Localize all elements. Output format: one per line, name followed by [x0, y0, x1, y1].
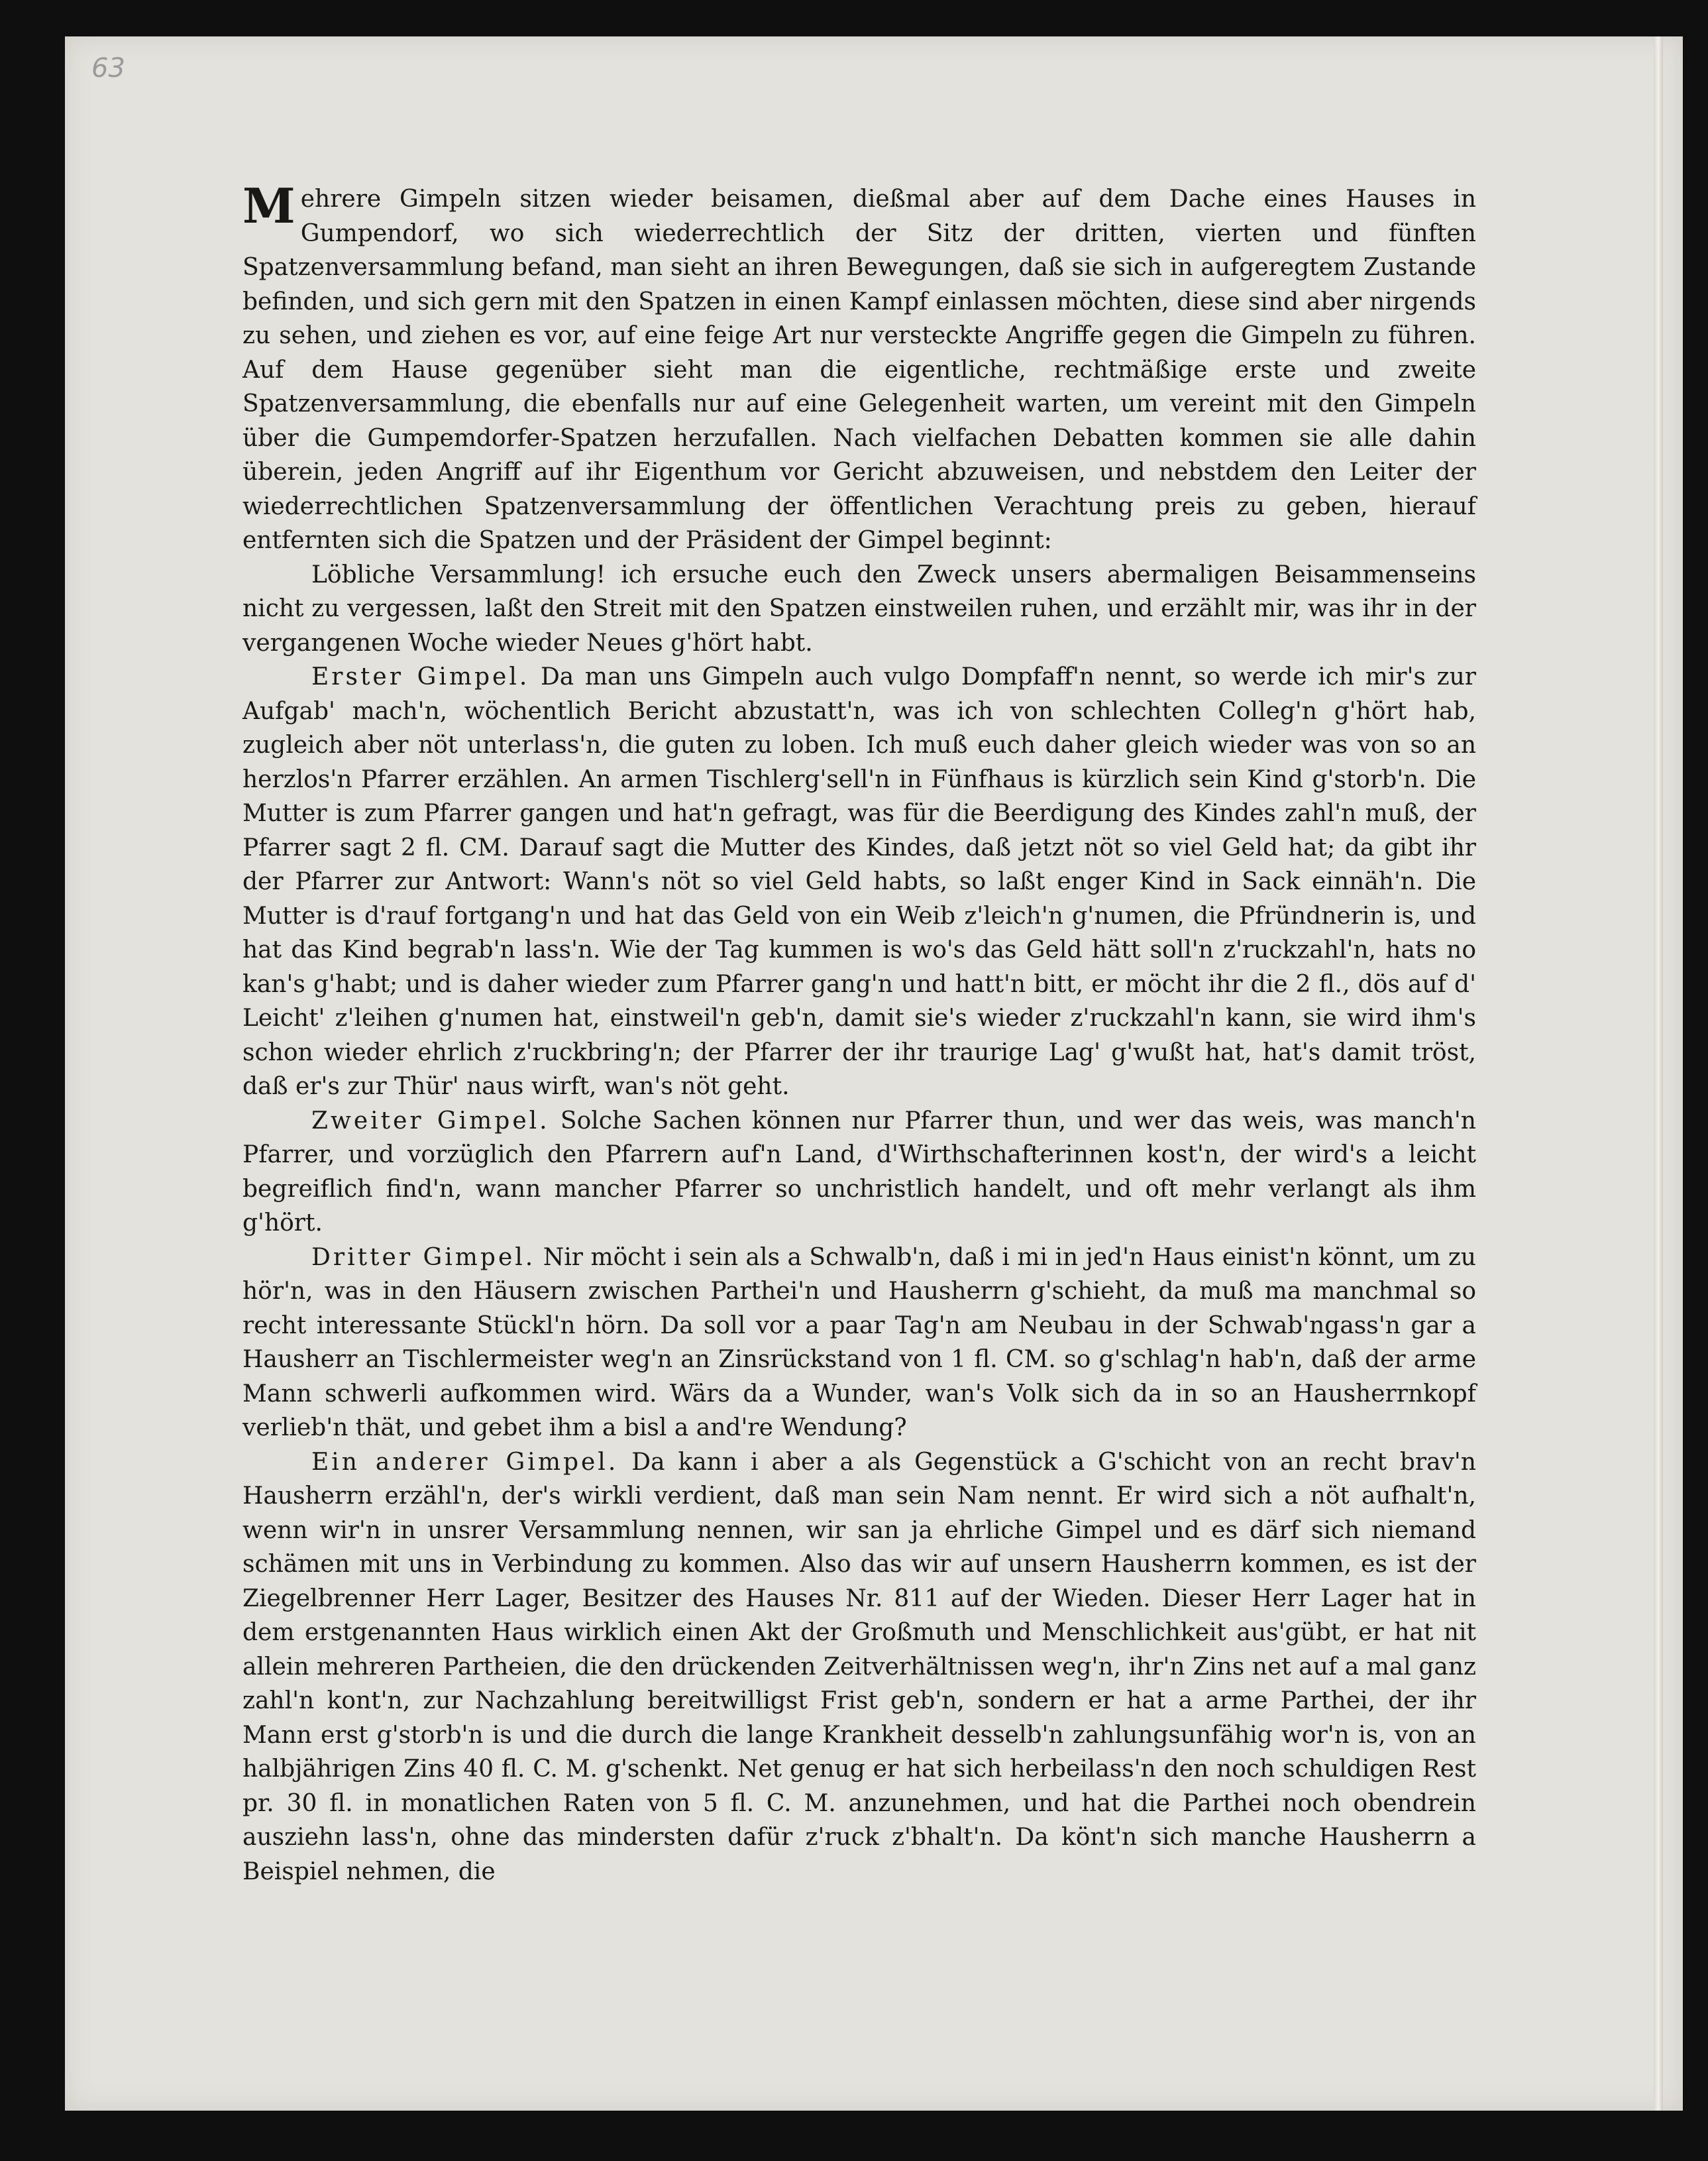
- page-edge: [1654, 36, 1663, 2111]
- paragraph-address: [242, 558, 1476, 661]
- folio-number: 63: [91, 53, 125, 83]
- paragraph-text: Da kann i aber a als Gegenstück a G'schicht von an recht brav'n Hausherrn erzähl'n, der's wirkli verdient, daß man sein Nam nennt. Er wird sich a nöt aufhalt'n, wenn wir'n in unsrer Versammlung nennen, wir san ja ehrliche Gimpel und es därf sich niemand schämen mit uns in Verbindung zu kommen. Also das wir auf unsern Hausherrn kommen, es ist der Ziegelbrenner Herr Lager, Besitzer des Hauses Nr. 811 auf der Wieden. Dieser Herr Lager hat in dem erstgenannten Haus wirklich einen Akt der Großmuth und Menschlichkeit aus'gübt, er hat nit allein mehreren Partheien, die den drückenden Zeitverhältnissen weg'n, ihr'n Zins net auf a mal ganz zahl'n kont'n, zur Nachzahlung bereitwilligst Frist geb'n, sondern er hat a arme Parthei, der ihr Mann erst g'storb'n is und die durch die lange Krankheit desselb'n zahlungsunfähig wor'n is, von an halbjährigen Zins 40 fl. C. M. g'schenkt. Net genug er hat sich herbeilass'n den noch schuldigen Rest pr. 30 fl. in monatlichen Raten von 5 fl. C. M. anzunehmen, und hat die Parthei noch obendrein ausziehn lass'n, ohne das mindersten dafür z'ruck z'bhalt'n. Da könt'n sich manche Hausherrn a Beispiel nehmen, die: [242, 1448, 1476, 1885]
- drop-initial: M: [242, 178, 295, 234]
- speaker-label: Erster Gimpel.: [311, 663, 530, 691]
- paragraph-text: Löbliche Versammlung! ich ersuche euch den Zweck unsers abermaligen Beisammenseins nicht zu vergessen, laßt den Streit mit den Spatzen einstweilen ruhen, und erzählt mir, was ihr in der vergangenen Woche wieder Neues g'hört habt.: [242, 561, 1476, 657]
- paragraph-intro: [242, 178, 1476, 558]
- paragraph-text: Nir möcht i sein als a Schwalb'n, daß i mi in jed'n Haus einist'n könnt, um zu hör'n, was in den Häusern zwischen Parthei'n und Hausherrn g'schieht, da muß ma manchmal so recht interessante Stückl'n hörn. Da soll vor a paar Tag'n am Neubau in der Schwab'ngass'n gar a Hausherr an Tischlermeister weg'n an Zinsrückstand von 1 fl. CM. so g'schlag'n hab'n, daß der arme Mann schwerli aufkommen wird. Wärs da a Wunder, wan's Volk sich da in so an Hausherrnkopf verlieb'n thät, und gebet ihm a bisl a and're Wendung?: [242, 1243, 1476, 1441]
- paragraph-text: Da man uns Gimpeln auch vulgo Dompfaff'n nennt, so werde ich mir's zur Aufgab' mach'n, wöchentlich Bericht abzustatt'n, was ich von schlechten Colleg'n g'hört hab, zugleich aber nöt unterlass'n, die guten zu loben. Ich muß euch daher gleich wieder was von so an herzlos'n Pfarrer erzählen. An armen Tischlerg'sell'n in Fünfhaus is kürzlich sein Kind g'storb'n. Die Mutter is zum Pfarrer gangen und hat'n gefragt, was für die Beerdigung des Kindes zahl'n muß, der Pfarrer sagt 2 fl. CM. Darauf sagt die Mutter des Kindes, daß jetzt nöt so viel Geld hat; da gibt ihr der Pfarrer zur Antwort: Wann's nöt so viel Geld habts, so laßt enger Kind in Sack einnäh'n. Die Mutter is d'rauf fortgang'n und hat das Geld von ein Weib z'leich'n g'numen, die Pfründnerin is, und hat das Kind begrab'n lass'n. Wie der Tag kummen is wo's das Geld hätt soll'n z'ruckzahl'n, hats no kan's g'habt; und is daher wieder zum Pfarrer gang'n und hatt'n bitt, er möcht ihr die 2 fl., dös auf d' Leicht' z'leihen g'numen hat, einstweil'n geb'n, damit sie's wieder z'ruckzahl'n kann, sie wird ihm's schon wieder ehrlich z'ruckbring'n; der Pfarrer der ihr traurige Lag' g'wußt hat, hat's damit tröst, daß er's zur Thür' naus wirft, wan's nöt geht.: [242, 663, 1476, 1100]
- paragraph-second-gimpel: [242, 1104, 1476, 1241]
- paragraph-text: Solche Sachen können nur Pfarrer thun, und wer das weis, was manch'n Pfarrer, und vorzüglich den Pfarrern auf'n Land, d'Wirthschafterinnen kost'n, der wird's a leicht begreiflich find'n, wann mancher Pfarrer so unchristlich handelt, und oft mehr verlangt als ihm g'hört.: [242, 1107, 1476, 1237]
- paragraph-third-gimpel: [242, 1241, 1476, 1445]
- paragraph-another-gimpel: [242, 1445, 1476, 1889]
- speaker-label: Dritter Gimpel.: [311, 1243, 536, 1271]
- speaker-label: Zweiter Gimpel.: [311, 1107, 550, 1135]
- paragraph-text: ehrere Gimpeln sitzen wieder beisamen, dießmal aber auf dem Dache eines Hauses in Gumpendorf, wo sich wiederrechtlich der Sitz der dritten, vierten und fünften Spatzenversammlung befand, man sieht an ihren Bewegungen, daß sie sich in aufgeregtem Zustande befinden, und sich gern mit den Spatzen in einen Kampf einlassen möchten, diese sind aber nirgends zu sehen, und ziehen es vor, auf eine feige Art nur versteckte Angriffe gegen die Gimpeln zu führen. Auf dem Hause gegenüber sieht man die eigentliche, rechtmäßige erste und zweite Spatzenversammlung, die ebenfalls nur auf eine Gelegenheit warten, um vereint mit den Gimpeln über die Gumpemdorfer-Spatzen herzufallen. Nach vielfachen Debatten kommen sie alle dahin überein, jeden Angriff auf ihr Eigenthum vor Gericht abzuweisen, und nebstdem den Leiter der wiederrechtlichen Spatzenversammlung der öffentlichen Verachtung preis zu geben, hierauf entfernten sich die Spatzen und der Präsident der Gimpel beginnt:: [242, 186, 1476, 554]
- document-text: [242, 178, 1476, 1889]
- paragraph-first-gimpel: [242, 660, 1476, 1104]
- speaker-label: Ein anderer Gimpel.: [311, 1448, 619, 1476]
